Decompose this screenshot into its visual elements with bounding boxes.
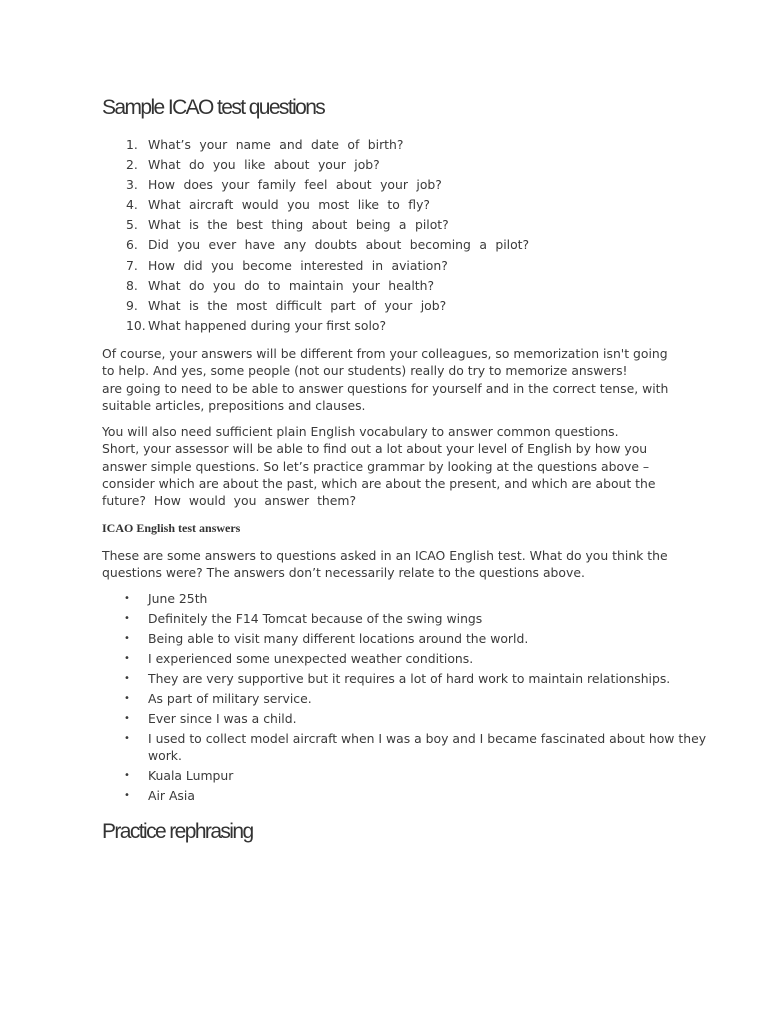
paragraph-answers-intro: [102, 547, 708, 582]
list-item: [126, 316, 708, 336]
section-subheading: ICAO English test answers: [102, 520, 241, 535]
list-item: [126, 296, 708, 316]
answer-text: As part of military service.: [148, 691, 312, 707]
page-title: Sample ICAO test questions: [102, 96, 325, 119]
answer-text: I experienced some unexpected weather conditions.: [148, 651, 474, 667]
answer-text: I used to collect model aircraft when I was a boy and I became fascinated about how they work.: [148, 731, 707, 764]
text-line: answer simple questions. So let’s practice grammar by looking at the questions above –: [102, 458, 650, 474]
list-item: [102, 670, 708, 687]
item-number: 9.: [126, 297, 138, 313]
item-number: 8.: [126, 277, 138, 293]
item-number: 2.: [126, 157, 138, 173]
section-heading: Practice rephrasing: [102, 820, 253, 844]
question-text: What happened during your first solo?: [148, 317, 387, 333]
list-item: [126, 215, 708, 235]
item-number: 7.: [126, 257, 138, 273]
item-number: 5.: [126, 217, 138, 233]
text-line: You will also need sufficient plain English vocabulary to answer common questions.: [102, 424, 619, 440]
question-text: What do you do to maintain your health?: [148, 277, 435, 293]
list-item: [126, 195, 708, 215]
list-item: [126, 276, 708, 296]
question-text: What is the best thing about being a pilot?: [148, 217, 449, 233]
question-text: What aircraft would you most like to fly?: [148, 197, 430, 213]
bullet-icon: •: [124, 713, 130, 725]
list-item: [126, 256, 708, 276]
answer-text: Definitely the F14 Tomcat because of the swing wings: [148, 611, 483, 627]
answer-text: Air Asia: [148, 788, 195, 804]
list-item: [102, 630, 708, 647]
answer-text: June 25th: [148, 591, 208, 607]
list-item: [126, 135, 708, 155]
bullet-icon: •: [124, 770, 130, 782]
list-item: [126, 175, 708, 195]
bullet-icon: •: [124, 733, 130, 745]
question-list: [102, 135, 708, 336]
text-line: suitable articles, prepositions and clauses.: [102, 397, 366, 413]
item-number: 6.: [126, 237, 138, 253]
item-number: 4.: [126, 197, 138, 213]
list-item: [102, 650, 708, 667]
item-number: 1.: [126, 137, 138, 152]
text-line: consider which are about the past, which are about the present, and which are about the: [102, 476, 656, 492]
answer-text: Kuala Lumpur: [148, 768, 234, 784]
list-item: [102, 610, 708, 627]
bullet-icon: •: [124, 613, 130, 625]
list-item: [102, 690, 708, 707]
bullet-icon: •: [124, 673, 130, 685]
question-text: What is the most difficult part of your job?: [148, 297, 447, 313]
bullet-icon: •: [124, 593, 130, 605]
bullet-icon: •: [124, 633, 130, 645]
list-item: [102, 730, 708, 764]
text-line: These are some answers to questions asked in an ICAO English test. What do you think the: [102, 547, 668, 563]
question-text: What’s your name and date of birth?: [148, 137, 404, 152]
text-line: Of course, your answers will be different from your colleagues, so memorization isn't going: [102, 345, 668, 361]
question-text: How does your family feel about your job?: [148, 177, 442, 193]
question-text: What do you like about your job?: [148, 157, 380, 173]
text-line: questions were? The answers don’t necessarily relate to the questions above.: [102, 564, 585, 580]
paragraph-vocabulary: [102, 423, 708, 509]
answer-text: Ever since I was a child.: [148, 711, 297, 727]
document-page: [102, 94, 708, 846]
list-item: [126, 155, 708, 175]
paragraph-memorization: [102, 345, 708, 414]
list-item: [102, 710, 708, 727]
list-item: [102, 787, 708, 804]
bullet-icon: •: [124, 693, 130, 705]
question-text: Did you ever have any doubts about becoming a pilot?: [148, 237, 530, 253]
text-line: Short, your assessor will be able to find out a lot about your level of English by how you: [102, 441, 648, 457]
answer-list: [102, 590, 708, 804]
answer-text: Being able to visit many different locations around the world.: [148, 631, 529, 647]
bullet-icon: •: [124, 653, 130, 665]
list-item: [126, 235, 708, 255]
question-text: How did you become interested in aviation?: [148, 257, 448, 273]
text-line: are going to need to be able to answer questions for yourself and in the correct tense, with: [102, 380, 669, 396]
text-line: to help. And yes, some people (not our students) really do try to memorize answers!: [102, 363, 628, 379]
list-item: [102, 590, 708, 607]
bullet-icon: •: [124, 790, 130, 802]
item-number: 10.: [126, 317, 146, 333]
answer-text: They are very supportive but it requires a lot of hard work to maintain relationships.: [148, 671, 671, 687]
text-line: future? How would you answer them?: [102, 493, 357, 509]
list-item: [102, 767, 708, 784]
item-number: 3.: [126, 177, 138, 193]
